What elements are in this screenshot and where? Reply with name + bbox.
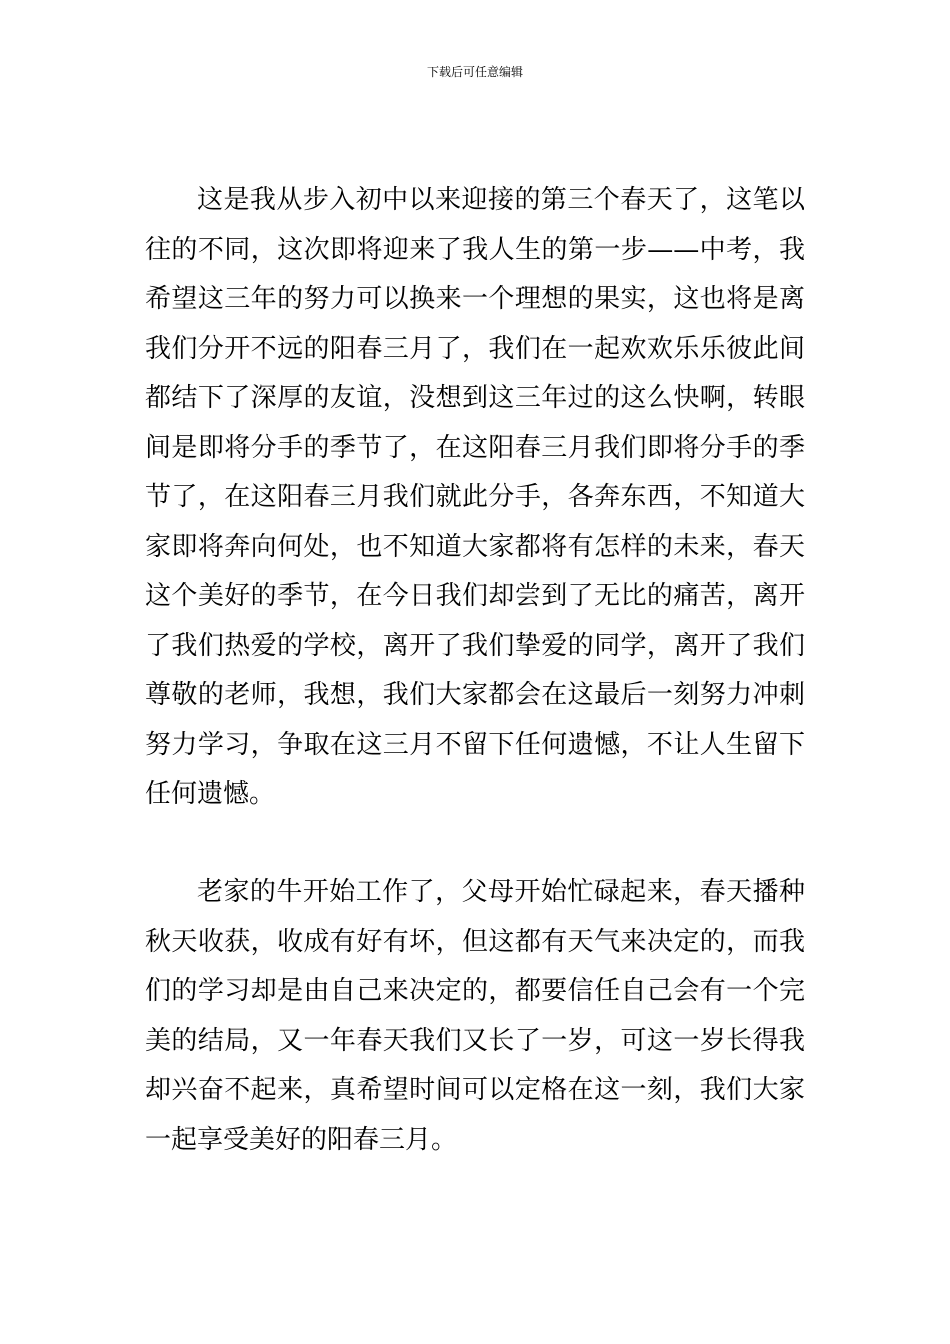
paragraph-1: 这是我从步入初中以来迎接的第三个春天了，这笔以往的不同，这次即将迎来了我人生的第一步——中考，我希望这三年的努力可以换来一个理想的果实，这也将是离我们分开不远的阳春三月了，我们在一起欢欢乐乐彼此间都结下了深厚的友谊，没想到这三年过的这么快啊，转眼间是即将分手的季节了，在这阳春三月我们即将分手的季节了，在这阳春三月我们就此分手，各奔东西，不知道大家即将奔向何处，也不知道大家都将有怎样的未来，春天这个美好的季节，在今日我们却尝到了无比的痛苦，离开了我们热爱的学校，离开了我们挚爱的同学，离开了我们尊敬的老师，我想，我们大家都会在这最后一刻努力冲刺努力学习，争取在这三月不留下任何遗憾，不让人生留下任何遗憾。 xyxy=(145,185,805,809)
page-header: 下载后可任意编辑 xyxy=(426,65,523,79)
paragraph-2: 老家的牛开始工作了，父母开始忙碌起来，春天播种秋天收获，收成有好有坏，但这都有天气来决定的，而我们的学习却是由自己来决定的，都要信任自己会有一个完美的结局，又一年春天我们又长了一岁，可这一岁长得我却兴奋不起来，真希望时间可以定格在这一刻，我们大家一起享受美好的阳春三月。 xyxy=(145,877,805,1155)
